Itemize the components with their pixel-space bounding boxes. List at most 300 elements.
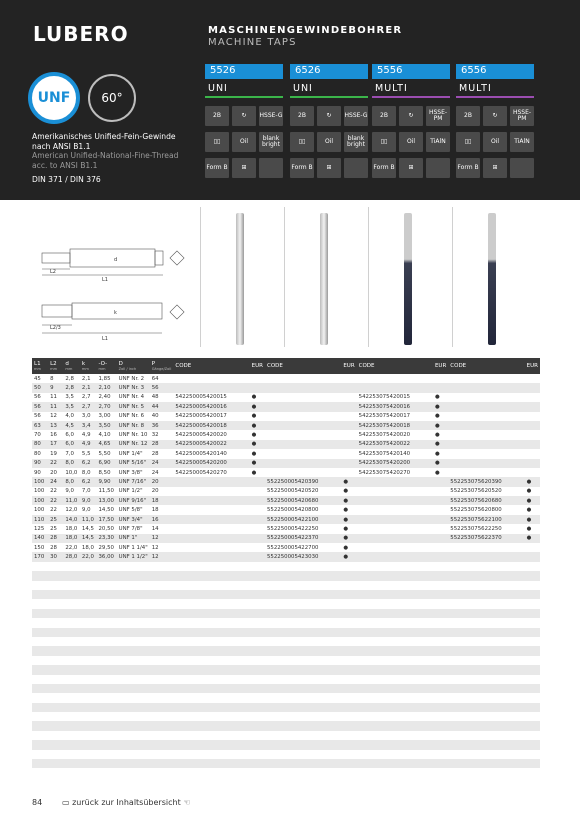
table-cell: ● — [250, 402, 265, 411]
product-table — [32, 358, 540, 778]
table-cell — [173, 543, 249, 552]
table-cell: 552250005422100 — [265, 515, 341, 524]
column-header: L1 mm — [32, 358, 48, 374]
spec-icon — [510, 158, 534, 178]
table-cell: 28 — [150, 449, 174, 458]
table-cell — [265, 430, 341, 439]
table-cell — [433, 477, 448, 486]
table-cell: UNF Nr. 3 — [117, 383, 150, 392]
table-cell: 17,50 — [97, 515, 117, 524]
table-cell: 100 — [32, 505, 48, 514]
table-row — [32, 721, 540, 730]
column-header: EUR — [433, 358, 448, 374]
table-cell: 11,50 — [97, 487, 117, 496]
column-header: CODE — [448, 358, 524, 374]
table-cell — [448, 402, 524, 411]
table-row — [32, 562, 540, 571]
table-row — [32, 731, 540, 740]
description — [32, 132, 192, 185]
table-cell: 552250005420680 — [265, 496, 341, 505]
table-cell: UNF 1/2" — [117, 487, 150, 496]
table-cell: 18 — [150, 496, 174, 505]
table-cell: UNF 5/16" — [117, 459, 150, 468]
product-column-6526 — [290, 64, 368, 178]
table-cell: ● — [525, 496, 540, 505]
table-cell — [448, 543, 524, 552]
column-header: D Zoll / inch — [117, 358, 150, 374]
spec-icon: ↻ — [317, 106, 341, 126]
table-cell — [525, 383, 540, 392]
spec-icon — [259, 158, 283, 178]
table-cell: 3,0 — [80, 412, 97, 421]
table-cell: 12 — [48, 412, 63, 421]
table-cell — [357, 496, 433, 505]
table-row — [32, 609, 540, 618]
spec-icon: HSSE-PM — [510, 106, 534, 126]
table-cell: ● — [341, 496, 356, 505]
svg-text:L1: L1 — [102, 277, 108, 283]
spec-icon: ⊞ — [399, 158, 423, 178]
table-cell: ● — [341, 487, 356, 496]
table-cell: 552250005422250 — [265, 524, 341, 533]
table-cell: ● — [525, 515, 540, 524]
table-cell — [173, 505, 249, 514]
table-cell — [525, 449, 540, 458]
table-cell: 100 — [32, 496, 48, 505]
spec-icon: 2B — [456, 106, 480, 126]
table-cell: 20 — [150, 477, 174, 486]
table-cell: 6,0 — [63, 430, 80, 439]
table-row — [32, 646, 540, 655]
table-cell: 2,7 — [80, 393, 97, 402]
table-cell: 36 — [150, 421, 174, 430]
svg-text:d: d — [114, 257, 118, 263]
toc-link[interactable]: ▭ zurück zur Inhaltsübersicht ☜ — [62, 798, 191, 807]
table-cell — [357, 543, 433, 552]
table-cell — [341, 402, 356, 411]
spec-icon: 2B — [290, 106, 314, 126]
table-cell: 552253075620390 — [448, 477, 524, 486]
table-cell — [265, 421, 341, 430]
table-cell: 12,0 — [63, 505, 80, 514]
table-cell — [250, 515, 265, 524]
product-code: 6556 — [456, 64, 534, 79]
table-row — [32, 665, 540, 674]
table-cell: 20 — [48, 468, 63, 477]
table-cell: 542250005420020 — [173, 430, 249, 439]
spec-icon: 2B — [205, 106, 229, 126]
table-cell: ● — [250, 440, 265, 449]
table-row — [32, 374, 540, 383]
table-row — [32, 684, 540, 693]
table-cell: ● — [250, 459, 265, 468]
spec-icon: ⊞ — [232, 158, 256, 178]
product-column-5526 — [205, 64, 283, 178]
table-cell — [525, 440, 540, 449]
table-cell: 552250005420390 — [265, 477, 341, 486]
spec-icon: ↻ — [483, 106, 507, 126]
table-cell: 150 — [32, 543, 48, 552]
table-cell: 22,0 — [63, 543, 80, 552]
table-cell — [341, 421, 356, 430]
table-cell: 542253075420140 — [357, 449, 433, 458]
table-cell — [433, 383, 448, 392]
table-cell — [250, 374, 265, 383]
table-cell: 11,0 — [63, 496, 80, 505]
product-column-6556 — [456, 64, 534, 178]
table-cell: 9,90 — [97, 477, 117, 486]
table-row — [32, 571, 540, 580]
table-cell: 29,50 — [97, 543, 117, 552]
spec-icon: HSSE-G — [344, 106, 368, 126]
table-cell — [357, 383, 433, 392]
table-cell: 56 — [32, 402, 48, 411]
table-cell: 100 — [32, 487, 48, 496]
spec-icon: ↻ — [399, 106, 423, 126]
table-cell: ● — [433, 468, 448, 477]
table-row — [32, 581, 540, 590]
spec-icon: blank bright — [259, 132, 283, 152]
table-cell: UNF Nr. 12 — [117, 440, 150, 449]
table-cell: 2,40 — [97, 393, 117, 402]
table-cell: 542250005420270 — [173, 468, 249, 477]
table-row — [32, 393, 540, 402]
table-cell: 542253075420017 — [357, 412, 433, 421]
svg-text:L2/3: L2/3 — [50, 325, 61, 331]
product-code: 5556 — [372, 64, 450, 79]
table-cell: ● — [250, 430, 265, 439]
table-cell — [357, 534, 433, 543]
table-cell: ● — [433, 412, 448, 421]
table-cell — [525, 468, 540, 477]
table-cell — [433, 374, 448, 383]
spec-icon: ↻ — [232, 106, 256, 126]
table-cell — [265, 393, 341, 402]
table-cell: 14,5 — [80, 534, 97, 543]
table-cell: 70 — [32, 430, 48, 439]
table-cell: 3,00 — [97, 412, 117, 421]
table-cell: 56 — [150, 383, 174, 392]
table-cell: 63 — [32, 421, 48, 430]
product-image-6526 — [284, 207, 364, 347]
table-cell — [357, 515, 433, 524]
table-cell: ● — [525, 477, 540, 486]
table-cell — [173, 477, 249, 486]
svg-text:k: k — [114, 310, 117, 316]
table-cell: UNF 7/16" — [117, 477, 150, 486]
table-cell: 5,5 — [80, 449, 97, 458]
table-cell: 22 — [48, 505, 63, 514]
table-cell — [357, 487, 433, 496]
spec-icon: ▯▯ — [372, 132, 396, 152]
table-row — [32, 693, 540, 702]
table-cell: 16 — [48, 430, 63, 439]
table-cell: ● — [433, 449, 448, 458]
table-cell — [433, 515, 448, 524]
table-row — [32, 543, 540, 552]
table-cell: 7,0 — [80, 487, 97, 496]
table-cell — [341, 449, 356, 458]
table-cell — [173, 515, 249, 524]
spec-icon: ▯▯ — [205, 132, 229, 152]
table-cell — [265, 468, 341, 477]
table-cell — [525, 412, 540, 421]
table-cell: 2,70 — [97, 402, 117, 411]
table-cell: 28,0 — [63, 552, 80, 561]
table-cell: 552253075620680 — [448, 496, 524, 505]
table-cell: 3,5 — [63, 393, 80, 402]
table-cell: 4,0 — [63, 412, 80, 421]
product-type: UNI — [208, 83, 228, 94]
column-header: L2 mm — [48, 358, 63, 374]
product-type: UNI — [293, 83, 313, 94]
column-header: -O- mm — [97, 358, 117, 374]
table-row — [32, 590, 540, 599]
spec-icon: Form B — [456, 158, 480, 178]
din-standard: DIN 371 / DIN 376 — [32, 175, 101, 184]
table-cell — [265, 383, 341, 392]
table-cell: 542253075420200 — [357, 459, 433, 468]
spec-icon — [426, 158, 450, 178]
header-panel — [0, 0, 580, 200]
table-cell: 552250005422700 — [265, 543, 341, 552]
spec-icon: TiAlN — [426, 132, 450, 152]
table-cell: 14,0 — [63, 515, 80, 524]
table-cell: 14 — [150, 524, 174, 533]
table-cell — [265, 449, 341, 458]
table-cell — [433, 543, 448, 552]
table-cell: 542250005420200 — [173, 459, 249, 468]
table-row — [32, 637, 540, 646]
table-cell: 552250005420520 — [265, 487, 341, 496]
table-cell — [250, 552, 265, 561]
table-cell: UNF Nr. 8 — [117, 421, 150, 430]
table-cell — [357, 505, 433, 514]
brand-logo: LUBERO — [33, 22, 129, 46]
table-cell: ● — [433, 402, 448, 411]
table-cell: 4,5 — [63, 421, 80, 430]
table-cell: UNF Nr. 6 — [117, 412, 150, 421]
table-cell — [525, 552, 540, 561]
table-cell — [341, 412, 356, 421]
table-cell: ● — [341, 505, 356, 514]
table-row — [32, 440, 540, 449]
table-cell: 28 — [150, 440, 174, 449]
table-cell: 125 — [32, 524, 48, 533]
table-row — [32, 421, 540, 430]
table-cell — [341, 430, 356, 439]
table-cell: 2,1 — [80, 383, 97, 392]
table-cell: 9 — [48, 383, 63, 392]
table-cell — [525, 459, 540, 468]
table-cell: ● — [250, 393, 265, 402]
table-row — [32, 618, 540, 627]
table-cell — [433, 496, 448, 505]
spec-icon: HSSE-PM — [426, 106, 450, 126]
table-cell: 90 — [32, 468, 48, 477]
table-cell: 8,0 — [63, 477, 80, 486]
table-cell: 8 — [48, 374, 63, 383]
product-image-5556 — [368, 207, 448, 347]
table-cell: 14,5 — [80, 524, 97, 533]
description-de: Amerikanisches Unified-Fein-Gewinde nach ANSI B1.1 — [32, 132, 176, 151]
table-cell: UNF 1 1/4" — [118, 544, 148, 551]
column-header: EUR — [250, 358, 265, 374]
product-image-6556 — [452, 207, 532, 347]
spec-icon: 2B — [372, 106, 396, 126]
table-row — [32, 703, 540, 712]
table-cell: ● — [433, 459, 448, 468]
column-header: CODE — [357, 358, 433, 374]
table-row — [32, 430, 540, 439]
table-cell — [433, 487, 448, 496]
table-row — [32, 759, 540, 768]
table-cell: ● — [341, 477, 356, 486]
table-cell — [265, 402, 341, 411]
table-cell: 552253075622250 — [448, 524, 524, 533]
table-cell: 542253075420016 — [357, 402, 433, 411]
table-cell: 9,0 — [63, 487, 80, 496]
table-cell: 542250005420018 — [173, 421, 249, 430]
table-cell: 24 — [150, 468, 174, 477]
table-cell — [448, 440, 524, 449]
table-cell: UNF Nr. 4 — [117, 393, 150, 402]
table-row — [32, 552, 540, 561]
table-row — [32, 383, 540, 392]
table-cell: 56 — [32, 393, 48, 402]
table-cell: 552250005420800 — [265, 505, 341, 514]
table-cell: ● — [341, 534, 356, 543]
table-row — [32, 628, 540, 637]
table-cell: 16 — [150, 515, 174, 524]
table-cell: UNF 9/16" — [117, 496, 150, 505]
table-cell: 8,0 — [63, 459, 80, 468]
table-cell: ● — [433, 430, 448, 439]
table-cell: 552253075620520 — [448, 487, 524, 496]
table-cell: 7,0 — [63, 449, 80, 458]
table-cell: 6,2 — [80, 459, 97, 468]
column-header: EUR — [341, 358, 356, 374]
table-cell: 12 — [150, 543, 174, 552]
table-cell: 542253075420020 — [357, 430, 433, 439]
table-cell: ● — [433, 440, 448, 449]
table-row — [32, 599, 540, 608]
table-cell: 36,00 — [97, 552, 117, 561]
table-cell: 140 — [32, 534, 48, 543]
table-row — [32, 412, 540, 421]
table-cell: 22 — [48, 487, 63, 496]
spec-icon: ▯▯ — [290, 132, 314, 152]
table-cell: 542253075420018 — [357, 421, 433, 430]
table-cell — [448, 393, 524, 402]
table-cell — [173, 383, 249, 392]
table-cell — [265, 440, 341, 449]
product-code: 6526 — [290, 64, 368, 79]
table-cell: 13,00 — [97, 496, 117, 505]
spec-icon: Oil — [317, 132, 341, 152]
table-cell: 22 — [48, 459, 63, 468]
table-cell: 17 — [48, 440, 63, 449]
product-type: MULTI — [459, 83, 492, 94]
table-cell: 3,50 — [97, 421, 117, 430]
table-cell: 542250005420016 — [173, 402, 249, 411]
table-cell: 100 — [32, 477, 48, 486]
table-cell: 6,2 — [80, 477, 97, 486]
table-cell — [250, 543, 265, 552]
table-cell: 90 — [32, 459, 48, 468]
table-cell: 6,90 — [97, 459, 117, 468]
table-cell — [250, 534, 265, 543]
footer — [32, 798, 191, 807]
table-cell — [448, 449, 524, 458]
table-cell: 23,30 — [97, 534, 117, 543]
table-cell: 8,0 — [80, 468, 97, 477]
table-cell — [250, 487, 265, 496]
table-cell: UNF 7/8" — [117, 524, 150, 533]
table-cell — [448, 459, 524, 468]
table-cell: 44 — [150, 402, 174, 411]
table-cell — [265, 459, 341, 468]
spec-icon: blank bright — [344, 132, 368, 152]
table-cell — [341, 459, 356, 468]
table-cell — [250, 383, 265, 392]
table-cell: ● — [433, 393, 448, 402]
table-cell — [357, 374, 433, 383]
column-header: EUR — [525, 358, 540, 374]
table-cell — [173, 534, 249, 543]
table-cell — [265, 412, 341, 421]
table-cell — [173, 524, 249, 533]
spec-icon: Oil — [399, 132, 423, 152]
table-cell: UNF 1/4" — [117, 449, 150, 458]
type-bar — [456, 96, 534, 98]
table-cell: 542253075420270 — [357, 468, 433, 477]
table-cell: 4,65 — [97, 440, 117, 449]
table-cell — [341, 393, 356, 402]
table-cell — [250, 496, 265, 505]
spec-icon: Oil — [483, 132, 507, 152]
table-cell — [525, 374, 540, 383]
table-cell: ● — [250, 449, 265, 458]
type-bar — [290, 96, 368, 98]
table-cell: 2,8 — [63, 374, 80, 383]
table-cell — [448, 421, 524, 430]
table-cell: 1,85 — [97, 374, 117, 383]
table-cell: ● — [433, 421, 448, 430]
spec-icon: HSSE-G — [259, 106, 283, 126]
table-cell: 11 — [48, 393, 63, 402]
table-row — [32, 459, 540, 468]
table-row — [32, 449, 540, 458]
table-cell: 45 — [32, 374, 48, 383]
table-cell: 9,0 — [80, 505, 97, 514]
table-cell: 50 — [32, 383, 48, 392]
table-cell: 2,8 — [63, 383, 80, 392]
product-column-5556 — [372, 64, 450, 178]
table-cell: 14,50 — [97, 505, 117, 514]
table-cell: UNF Nr. 2 — [117, 374, 150, 383]
svg-text:L1: L1 — [102, 336, 108, 342]
table-cell: 2,10 — [97, 383, 117, 392]
table-cell: 30 — [48, 552, 63, 561]
table-cell: 22,0 — [80, 552, 97, 561]
table-cell: 552253075620800 — [448, 505, 524, 514]
table-cell: 18,0 — [80, 543, 97, 552]
table-cell: 22 — [48, 496, 63, 505]
table-cell: 110 — [32, 515, 48, 524]
table-cell: ● — [341, 515, 356, 524]
table-cell: 12 — [150, 534, 174, 543]
